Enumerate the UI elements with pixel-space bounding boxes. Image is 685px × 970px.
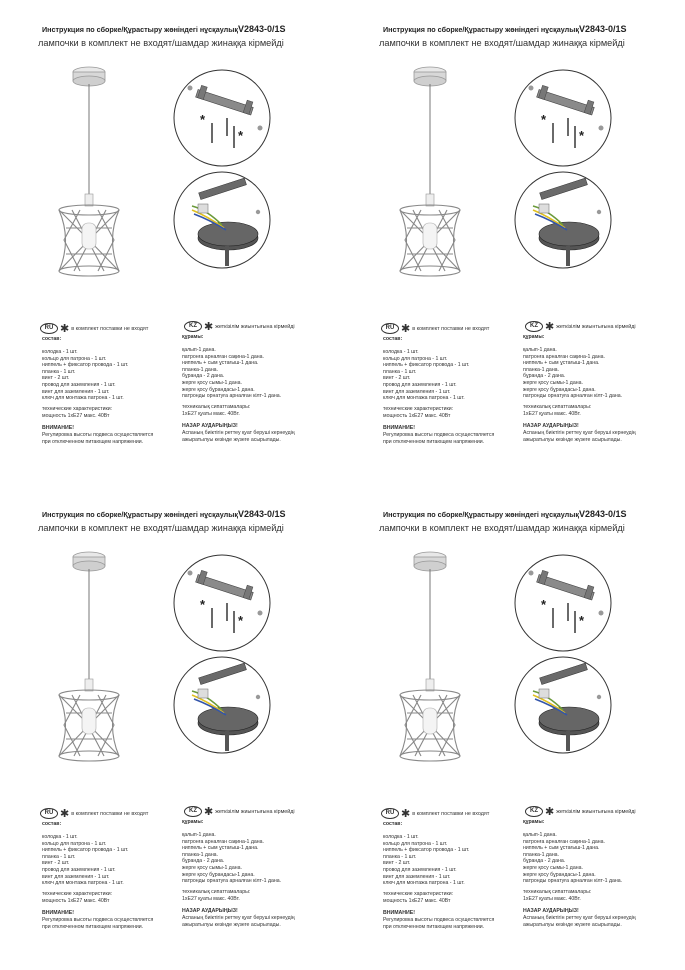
star-icon: ✱ — [545, 806, 555, 818]
sheet-subtitle: лампочки в комплект не входят/шамдар жинаққа кірмейді — [379, 523, 625, 533]
ru-not-included-note: RU ✱ в комплект поставки не входят — [40, 322, 148, 335]
star-icon: ✱ — [204, 806, 214, 818]
svg-text:*: * — [238, 128, 244, 143]
kz-flag-icon: KZ — [525, 321, 543, 332]
ru-warning-text: Регулировка высоты подвеса осуществляется при отключенном питающем напряжении. — [383, 432, 495, 445]
ru-contents-list: колодка - 1 шт. кольцо для патрона - 1 шт. ниппель + фиксатор провода - 1 шт. планка - 1 шт. винт - 2 шт. провод для заземления - 1 шт. винт для заземления - 1 шт. ключ для монтажа патрона - 1 шт. — [383, 349, 470, 402]
ru-warning-heading: ВНИМАНИЕ! — [42, 425, 74, 431]
kz-tech-heading: техникалық сипаттамалары: — [523, 889, 592, 895]
ru-tech-value: мощность 1xE27 макс. 40Вт — [383, 898, 451, 904]
bracket-detail-illustration — [172, 553, 277, 653]
ru-contents-list: колодка - 1 шт. кольцо для патрона - 1 шт. ниппель + фиксатор провода - 1 шт. планка - 1 шт. винт - 2 шт. провод для заземления - 1 шт. винт для заземления - 1 шт. ключ для монтажа патрона - 1 шт. — [383, 834, 470, 887]
model-number: V2843-0/1S — [238, 24, 286, 34]
kz-contents-heading: құрамы: — [523, 334, 545, 340]
ru-contents-list: колодка - 1 шт. кольцо для патрона - 1 шт. ниппель + фиксатор провода - 1 шт. планка - 1 шт. винт - 2 шт. провод для заземления - 1 шт. винт для заземления - 1 шт. ключ для монтажа патрона - 1 шт. — [42, 349, 129, 402]
kz-contents-list: қалып-1 дана. патронға арналған сақина-1 дана. ниппель + сым ұстағыш-1 дана. планка-1 дана. бұранда - 2 дана. жерге қосу сымы-1 дана. жерге қосу бұрандасы-1 дана. патронды орнатуға арналған кілт-1 дана. — [182, 347, 282, 400]
ru-flag-icon: RU — [40, 323, 58, 334]
svg-text:*: * — [238, 613, 244, 628]
kz-tech-heading: техникалық сипаттамалары: — [182, 404, 251, 410]
svg-text:*: * — [541, 597, 547, 612]
kz-not-included-note: KZ ✱ жеткізілім жиынтығына кірмейді — [184, 320, 295, 333]
svg-text:*: * — [200, 112, 206, 127]
svg-text:*: * — [579, 613, 585, 628]
kz-tech-heading: техникалық сипаттамалары: — [182, 889, 251, 895]
kz-flag-icon: KZ — [184, 321, 202, 332]
ru-not-included-note: RU ✱ в комплект поставки не входят — [40, 807, 148, 820]
kz-warning-heading: НАЗАР АУДАРЫҢЫЗ! — [182, 423, 238, 429]
ru-warning-heading: ВНИМАНИЕ! — [383, 910, 415, 916]
ru-not-included-note: RU ✱ в комплект поставки не входят — [381, 807, 489, 820]
kz-contents-list: қалып-1 дана. патронға арналған сақина-1 дана. ниппель + сым ұстағыш-1 дана. планка-1 дана. бұранда - 2 дана. жерге қосу сымы-1 дана. жерге қосу бұрандасы-1 дана. патронды орнатуға арналған кілт-1 дана. — [523, 347, 623, 400]
ru-flag-icon: RU — [381, 808, 399, 819]
kz-contents-heading: құрамы: — [523, 819, 545, 825]
pendant-lamp-illustration — [393, 58, 493, 283]
svg-text:*: * — [541, 112, 547, 127]
bracket-detail-illustration — [513, 553, 618, 653]
svg-text:*: * — [579, 128, 585, 143]
ru-warning-heading: ВНИМАНИЕ! — [383, 425, 415, 431]
ru-tech-heading: технические характеристики: — [42, 406, 113, 412]
ru-tech-value: мощность 1xE27 макс. 40Вт — [42, 413, 110, 419]
sheet-title: Инструкция по сборке/Құрастыру жөніндегі нұсқаулық V2843-0/1S — [383, 24, 627, 34]
ru-contents-heading: состав: — [383, 821, 403, 827]
kz-tech-value: 1xE27 қуаты макс. 40Вт. — [182, 896, 240, 902]
kz-tech-value: 1xE27 қуаты макс. 40Вт. — [523, 896, 581, 902]
kz-tech-heading: техникалық сипаттамалары: — [523, 404, 592, 410]
kz-warning-heading: НАЗАР АУДАРЫҢЫЗ! — [523, 908, 579, 914]
ru-warning-text: Регулировка высоты подвеса осуществляется при отключенном питающем напряжении. — [42, 432, 154, 445]
instruction-sheet-bottom-left — [0, 485, 342, 970]
instruction-sheet-top-left — [0, 0, 342, 485]
instruction-sheet-top-right — [341, 0, 683, 485]
star-icon: ✱ — [545, 321, 555, 333]
kz-not-included-note: KZ ✱ жеткізілім жиынтығына кірмейді — [525, 320, 636, 333]
star-icon: ✱ — [60, 808, 70, 820]
ru-contents-heading: состав: — [42, 336, 62, 342]
ru-warning-text: Регулировка высоты подвеса осуществляется при отключенном питающем напряжении. — [383, 917, 495, 930]
kz-warning-heading: НАЗАР АУДАРЫҢЫЗ! — [523, 423, 579, 429]
kz-not-included-note: KZ ✱ жеткізілім жиынтығына кірмейді — [184, 805, 295, 818]
kz-contents-list: қалып-1 дана. патронға арналған сақина-1 дана. ниппель + сым ұстағыш-1 дана. планка-1 дана. бұранда - 2 дана. жерге қосу сымы-1 дана. жерге қосу бұрандасы-1 дана. патронды орнатуға арналған кілт-1 дана. — [523, 832, 623, 885]
kz-warning-text: Аспаның биіктігін реттеу қуат беруші кернеудің ажыратылуы кезінде жүзеге асырылады. — [182, 430, 295, 443]
kz-contents-heading: құрамы: — [182, 334, 204, 340]
bracket-detail-illustration — [513, 68, 618, 168]
canopy-wiring-illustration — [172, 170, 277, 270]
ru-warning-text: Регулировка высоты подвеса осуществляется при отключенном питающем напряжении. — [42, 917, 154, 930]
ru-flag-icon: RU — [381, 323, 399, 334]
ru-tech-heading: технические характеристики: — [42, 891, 113, 897]
ru-contents-heading: состав: — [42, 821, 62, 827]
kz-contents-list: қалып-1 дана. патронға арналған сақина-1 дана. ниппель + сым ұстағыш-1 дана. планка-1 дана. бұранда - 2 дана. жерге қосу сымы-1 дана. жерге қосу бұрандасы-1 дана. патронды орнатуға арналған кілт-1 дана. — [182, 832, 282, 885]
ru-tech-heading: технические характеристики: — [383, 891, 454, 897]
ru-contents-list: колодка - 1 шт. кольцо для патрона - 1 шт. ниппель + фиксатор провода - 1 шт. планка - 1 шт. винт - 2 шт. провод для заземления - 1 шт. винт для заземления - 1 шт. ключ для монтажа патрона - 1 шт. — [42, 834, 129, 887]
star-icon: ✱ — [204, 321, 214, 333]
kz-flag-icon: KZ — [184, 806, 202, 817]
ru-contents-heading: состав: — [383, 336, 403, 342]
canopy-wiring-illustration — [513, 170, 618, 270]
sheet-subtitle: лампочки в комплект не входят/шамдар жинаққа кірмейді — [379, 38, 625, 48]
pendant-lamp-illustration — [393, 543, 493, 768]
model-number: V2843-0/1S — [238, 509, 286, 519]
ru-warning-heading: ВНИМАНИЕ! — [42, 910, 74, 916]
bracket-detail-illustration — [172, 68, 277, 168]
ru-tech-value: мощность 1xE27 макс. 40Вт — [383, 413, 451, 419]
ru-tech-value: мощность 1xE27 макс. 40Вт — [42, 898, 110, 904]
kz-not-included-note: KZ ✱ жеткізілім жиынтығына кірмейді — [525, 805, 636, 818]
kz-warning-text: Аспаның биіктігін реттеу қуат беруші кернеудің ажыратылуы кезінде жүзеге асырылады. — [182, 915, 295, 928]
star-icon: ✱ — [60, 323, 70, 335]
kz-warning-heading: НАЗАР АУДАРЫҢЫЗ! — [182, 908, 238, 914]
kz-contents-heading: құрамы: — [182, 819, 204, 825]
kz-warning-text: Аспаның биіктігін реттеу қуат беруші кернеудің ажыратылуы кезінде жүзеге асырылады. — [523, 915, 636, 928]
ru-tech-heading: технические характеристики: — [383, 406, 454, 412]
pendant-lamp-illustration — [52, 543, 152, 768]
sheet-title: Инструкция по сборке/Құрастыру жөніндегі нұсқаулық V2843-0/1S — [42, 509, 286, 519]
kz-flag-icon: KZ — [525, 806, 543, 817]
kz-tech-value: 1xE27 қуаты макс. 40Вт. — [182, 411, 240, 417]
pendant-lamp-illustration — [52, 58, 152, 283]
svg-text:*: * — [200, 597, 206, 612]
sheet-title: Инструкция по сборке/Құрастыру жөніндегі нұсқаулық V2843-0/1S — [383, 509, 627, 519]
sheet-subtitle: лампочки в комплект не входят/шамдар жинаққа кірмейді — [38, 523, 284, 533]
ru-not-included-note: RU ✱ в комплект поставки не входят — [381, 322, 489, 335]
kz-warning-text: Аспаның биіктігін реттеу қуат беруші кернеудің ажыратылуы кезінде жүзеге асырылады. — [523, 430, 636, 443]
sheet-subtitle: лампочки в комплект не входят/шамдар жинаққа кірмейді — [38, 38, 284, 48]
instruction-sheet-bottom-right — [341, 485, 683, 970]
star-icon: ✱ — [401, 808, 411, 820]
model-number: V2843-0/1S — [579, 509, 627, 519]
canopy-wiring-illustration — [172, 655, 277, 755]
kz-tech-value: 1xE27 қуаты макс. 40Вт. — [523, 411, 581, 417]
sheet-title: Инструкция по сборке/Құрастыру жөніндегі нұсқаулық V2843-0/1S — [42, 24, 286, 34]
star-icon: ✱ — [401, 323, 411, 335]
canopy-wiring-illustration — [513, 655, 618, 755]
model-number: V2843-0/1S — [579, 24, 627, 34]
ru-flag-icon: RU — [40, 808, 58, 819]
